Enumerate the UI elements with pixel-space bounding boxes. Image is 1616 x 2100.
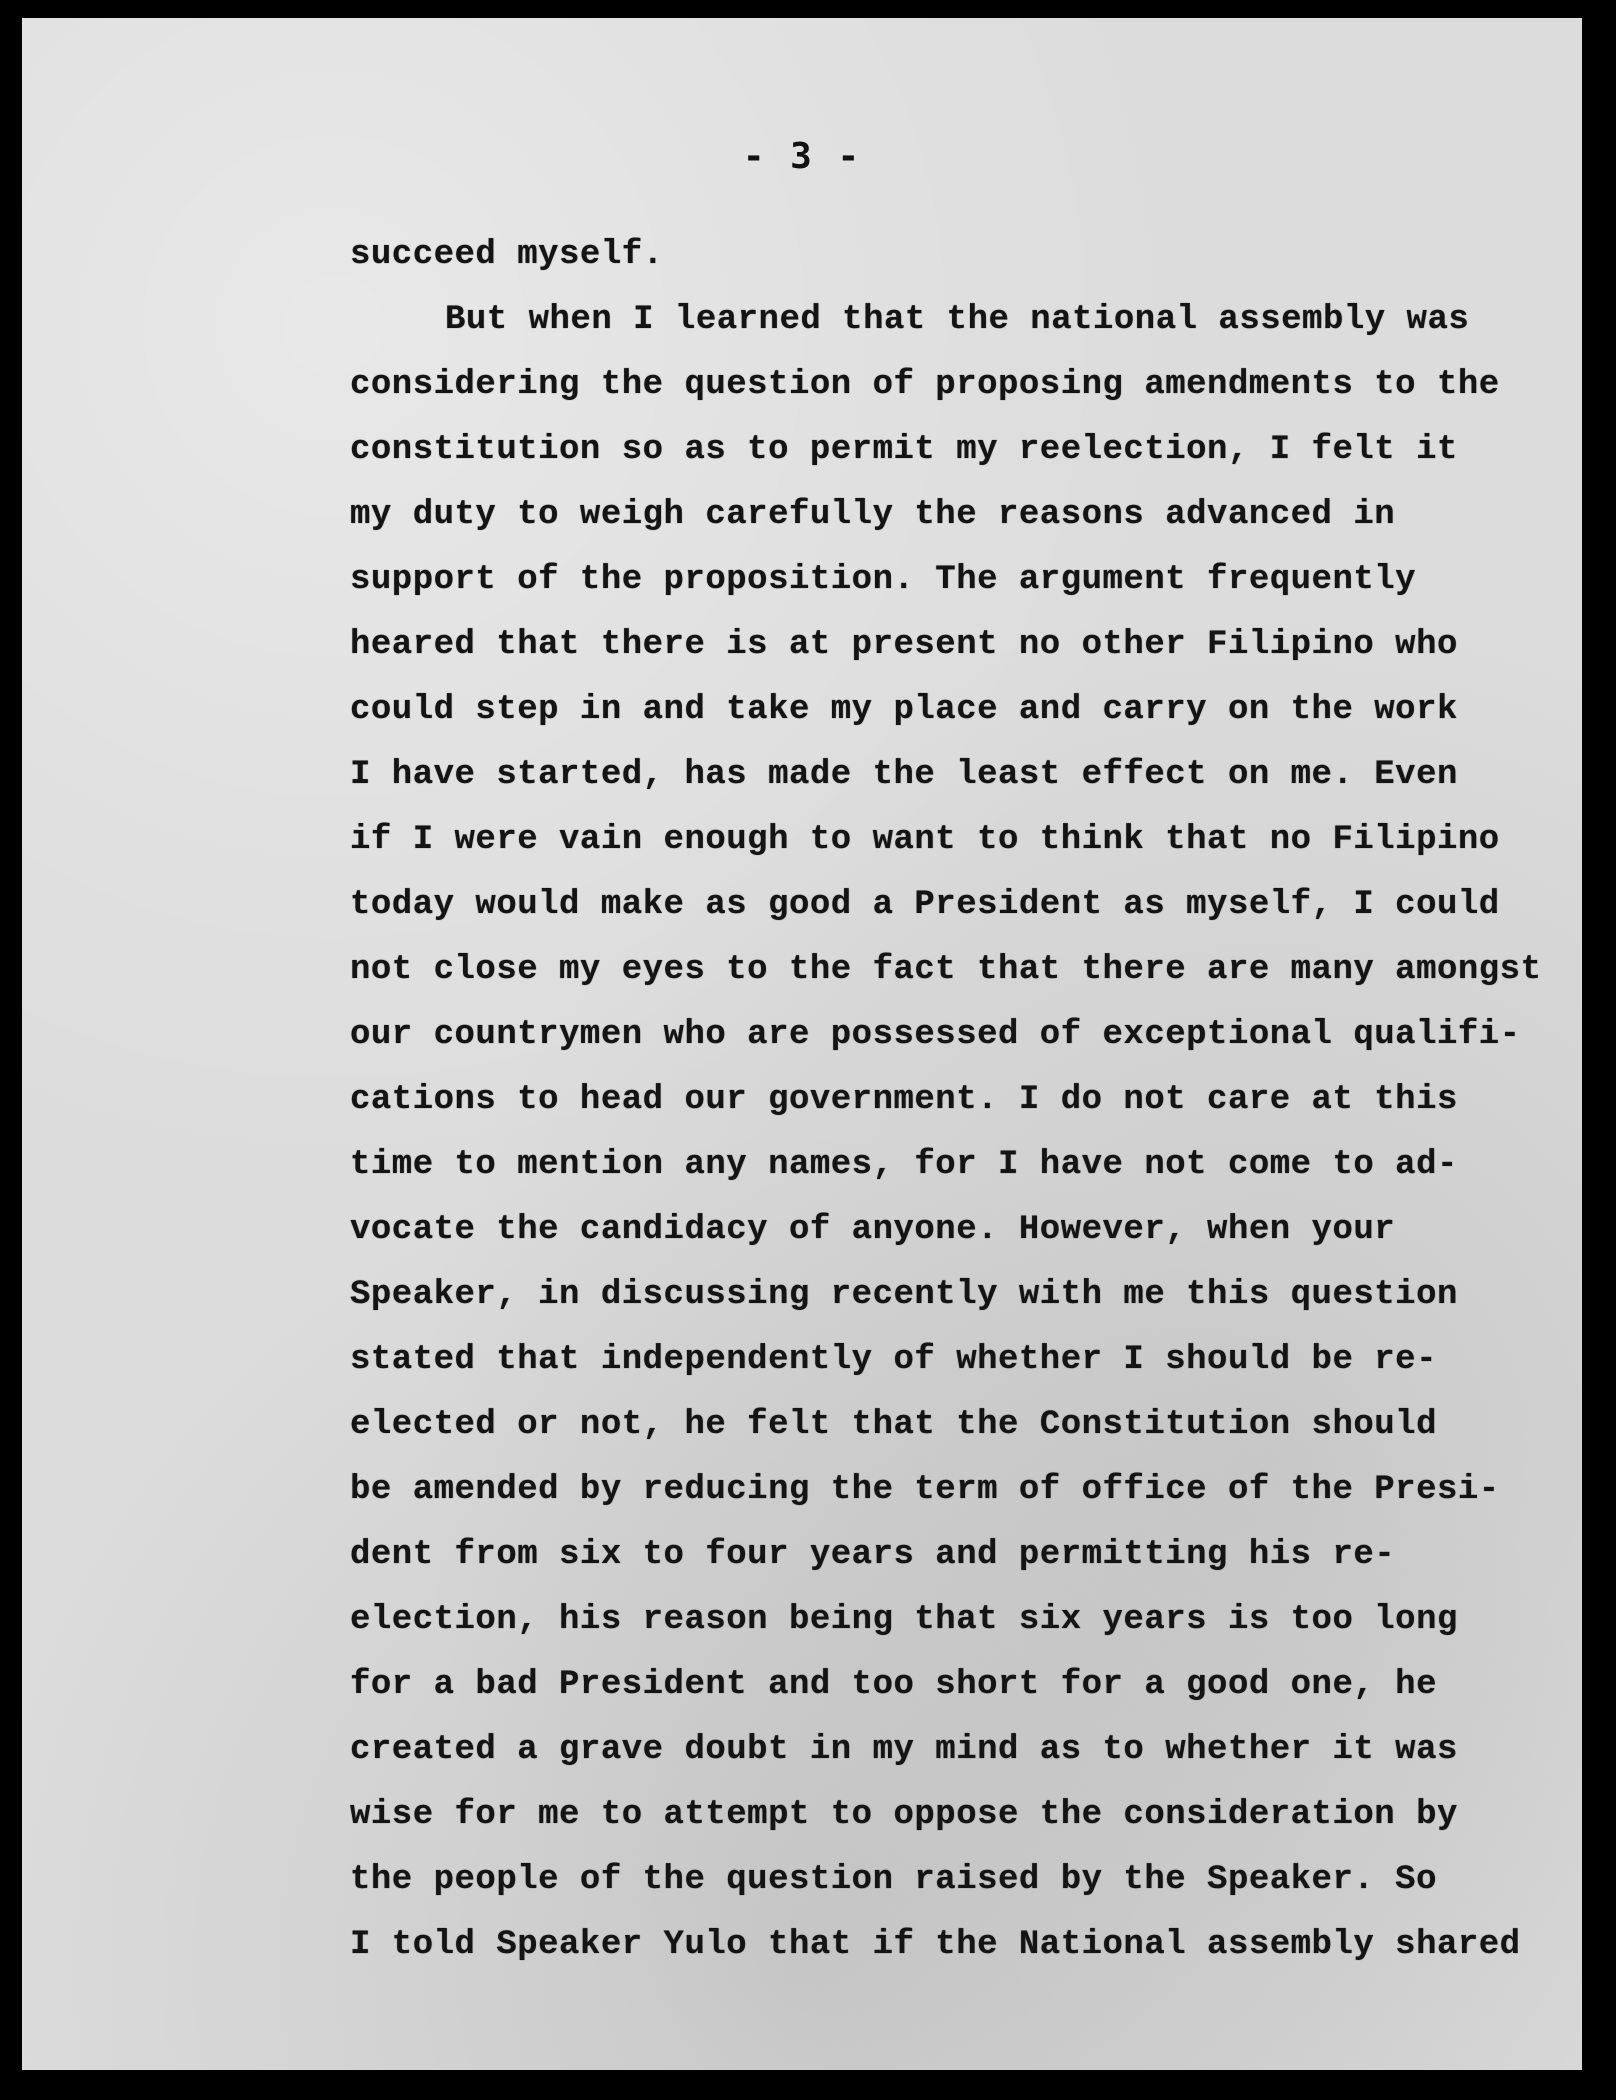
text-line: succeed myself.	[350, 236, 664, 274]
text-line: be amended by reducing the term of office of the Presi-	[350, 1471, 1500, 1509]
text-line: elected or not, he felt that the Constitution should	[350, 1406, 1437, 1444]
text-line: created a grave doubt in my mind as to whether it was	[350, 1731, 1458, 1769]
text-line: could step in and take my place and carry on the work	[350, 691, 1458, 729]
document-page	[22, 18, 1582, 2070]
text-line: my duty to weigh carefully the reasons advanced in	[350, 496, 1396, 534]
text-line: But when I learned that the national assembly was	[445, 301, 1470, 339]
text-line: vocate the candidacy of anyone. However, when your	[350, 1211, 1396, 1249]
text-line: Speaker, in discussing recently with me this question	[350, 1276, 1458, 1314]
text-line: not close my eyes to the fact that there are many amongst	[350, 951, 1542, 989]
text-line: I told Speaker Yulo that if the National assembly shared	[350, 1926, 1521, 1964]
text-line: time to mention any names, for I have not come to ad-	[350, 1146, 1458, 1184]
text-line: considering the question of proposing amendments to the	[350, 366, 1500, 404]
text-line: for a bad President and too short for a good one, he	[350, 1666, 1437, 1704]
text-line: support of the proposition. The argument frequently	[350, 561, 1417, 599]
text-line: cations to head our government. I do not care at this	[350, 1081, 1458, 1119]
text-line: stated that independently of whether I should be re-	[350, 1341, 1437, 1379]
text-line: the people of the question raised by the Speaker. So	[350, 1861, 1437, 1899]
text-line: constitution so as to permit my reelection, I felt it	[350, 431, 1458, 469]
text-line: today would make as good a President as myself, I could	[350, 886, 1500, 924]
text-line: our countrymen who are possessed of exceptional qualifi-	[350, 1016, 1521, 1054]
text-line: wise for me to attempt to oppose the consideration by	[350, 1796, 1458, 1834]
text-line: dent from six to four years and permitting his re-	[350, 1536, 1396, 1574]
page-number: - 3 -	[742, 136, 862, 177]
text-line: if I were vain enough to want to think that no Filipino	[350, 821, 1500, 859]
text-line: heared that there is at present no other Filipino who	[350, 626, 1458, 664]
text-body	[350, 223, 1542, 1978]
text-line: election, his reason being that six years is too long	[350, 1601, 1458, 1639]
text-line: I have started, has made the least effect on me. Even	[350, 756, 1458, 794]
